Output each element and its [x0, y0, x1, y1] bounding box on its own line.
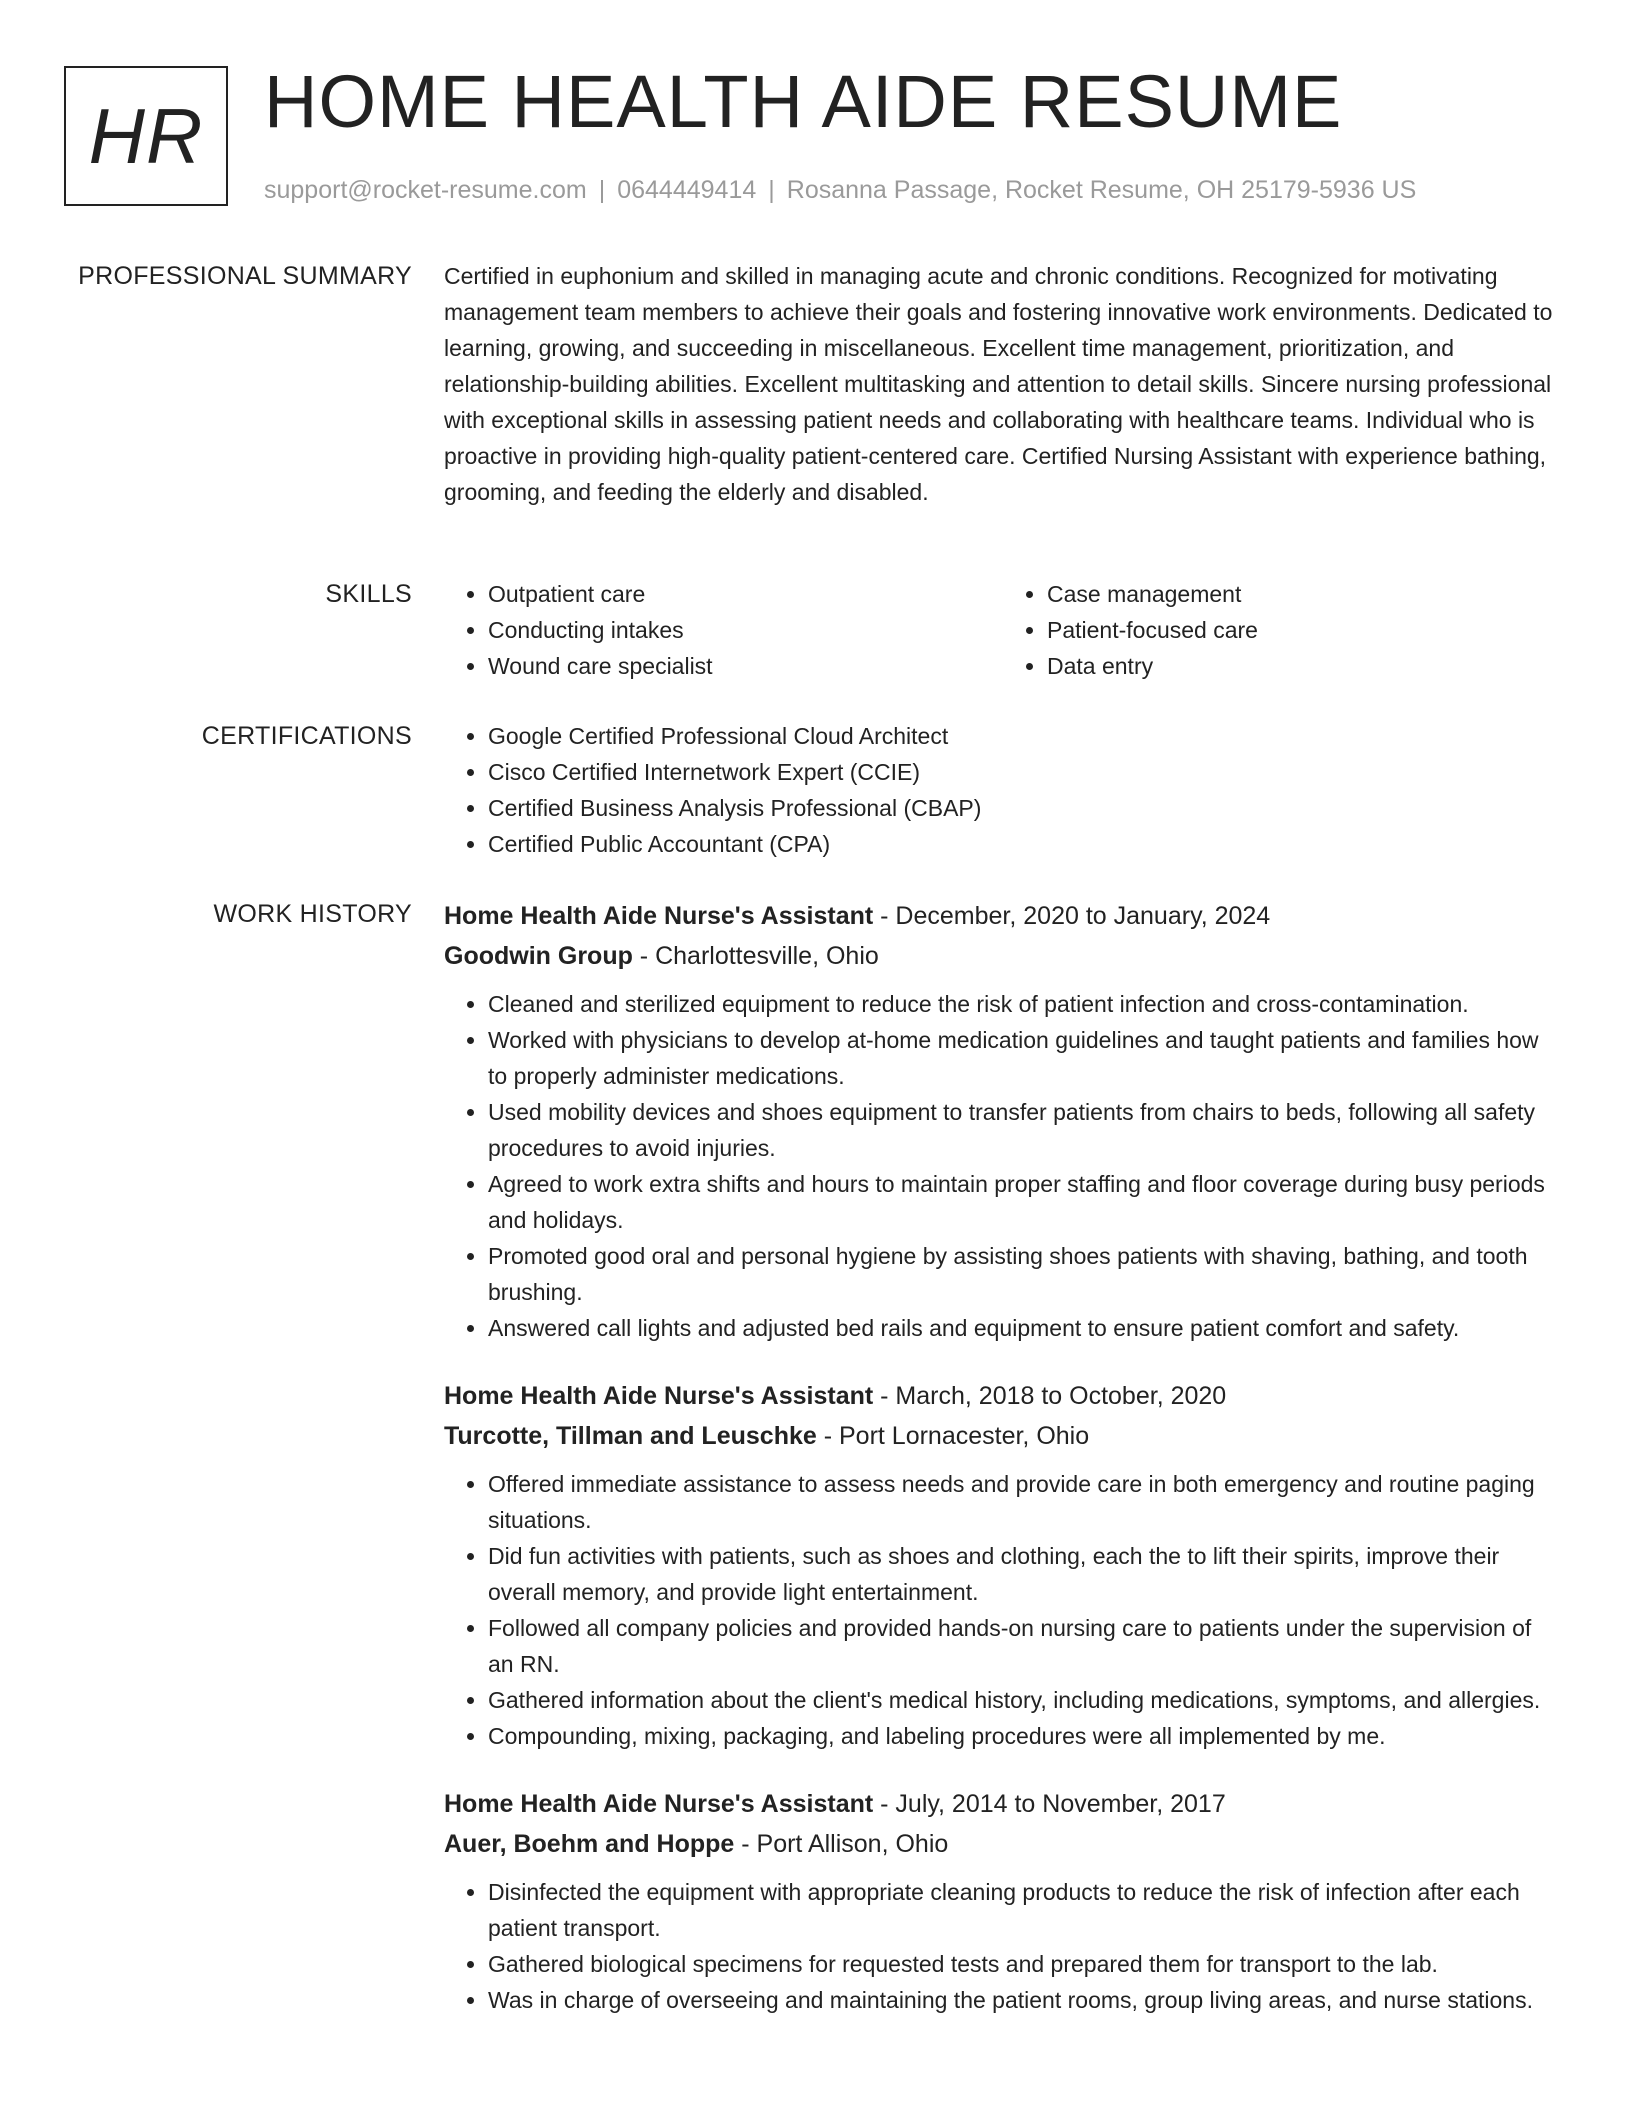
- certification-item: • Certified Public Accountant (CPA): [488, 826, 1562, 862]
- summary-body: [444, 258, 1562, 510]
- job-company-line: [444, 1824, 1562, 1864]
- certification-item: • Cisco Certified Internetwork Expert (CCIE): [488, 754, 1562, 790]
- job-company: Turcotte, Tillman and Leuschke: [444, 1422, 817, 1450]
- work-heading: WORK HISTORY: [213, 900, 412, 928]
- job-title-line: [444, 896, 1562, 936]
- skill-item: • Data entry: [1047, 648, 1562, 684]
- job-bullet-list: [444, 986, 1562, 1346]
- job-title-line: [444, 1784, 1562, 1824]
- job-bullet: • Answered call lights and adjusted bed rails and equipment to ensure patient comfort and safety.: [488, 1310, 1562, 1346]
- contact-line: [264, 172, 1416, 208]
- job-title-line: [444, 1376, 1562, 1416]
- job-title: Home Health Aide Nurse's Assistant: [444, 902, 874, 930]
- job-dates: - March, 2018 to October, 2020: [873, 1382, 1227, 1410]
- job-bullet: • Agreed to work extra shifts and hours to maintain proper staffing and floor coverage during busy periods and holidays.: [488, 1166, 1562, 1238]
- monogram: HR: [64, 66, 228, 206]
- job-bullet: • Cleaned and sterilized equipment to reduce the risk of patient infection and cross-contamination.: [488, 986, 1562, 1022]
- contact-email: support@rocket-resume.com: [264, 176, 587, 204]
- job-entry: [444, 1784, 1562, 2018]
- skill-item: • Patient-focused care: [1047, 612, 1562, 648]
- job-bullet: • Gathered information about the client's medical history, including medications, symptoms, and allergies.: [488, 1682, 1562, 1718]
- skills-list-left: [444, 576, 1003, 684]
- skill-item: • Case management: [1047, 576, 1562, 612]
- job-entry: [444, 896, 1562, 1346]
- certifications-heading: CERTIFICATIONS: [201, 722, 412, 750]
- certifications-body: [444, 718, 1562, 862]
- skill-item: • Wound care specialist: [488, 648, 1003, 684]
- job-company-line: [444, 936, 1562, 976]
- summary-heading: PROFESSIONAL SUMMARY: [78, 262, 412, 290]
- contact-separator: |: [768, 176, 775, 204]
- skills-body: [444, 576, 1562, 684]
- contact-address: Rosanna Passage, Rocket Resume, OH 25179-5936 US: [786, 176, 1417, 204]
- job-title: Home Health Aide Nurse's Assistant: [444, 1382, 874, 1410]
- job-bullet: • Compounding, mixing, packaging, and labeling procedures were all implemented by me.: [488, 1718, 1562, 1754]
- job-company: Goodwin Group: [444, 942, 633, 970]
- job-bullet: • Disinfected the equipment with appropriate cleaning products to reduce the risk of infection after each patient transport.: [488, 1874, 1562, 1946]
- summary-text: Certified in euphonium and skilled in managing acute and chronic conditions. Recognized for motivating management team members to achieve their goals and fostering innovative work environments. Dedicated to learning, growing, and succeeding in miscellaneous. Excellent time management, prioritization, and relationship-building abilities. Excellent multitasking and attention to detail skills. Sincere nursing professional with exceptional skills in assessing patient needs and collaborating with healthcare teams. Individual who is proactive in providing high-quality patient-centered care. Certified Nursing Assistant with experience bathing, grooming, and feeding the elderly and disabled.: [444, 263, 1553, 505]
- job-dates: - July, 2014 to November, 2017: [873, 1790, 1226, 1818]
- skill-item: • Outpatient care: [488, 576, 1003, 612]
- job-bullet: • Used mobility devices and shoes equipment to transfer patients from chairs to beds, following all safety procedures to avoid injuries.: [488, 1094, 1562, 1166]
- job-bullet: • Gathered biological specimens for requested tests and prepared them for transport to the lab.: [488, 1946, 1562, 1982]
- page-title: HOME HEALTH AIDE RESUME: [264, 60, 1343, 143]
- job-dates: - December, 2020 to January, 2024: [873, 902, 1271, 930]
- skills-heading: SKILLS: [325, 580, 412, 608]
- job-title: Home Health Aide Nurse's Assistant: [444, 1790, 874, 1818]
- job-location: - Port Allison, Ohio: [734, 1830, 949, 1858]
- certifications-list: [444, 718, 1562, 862]
- skill-item: • Conducting intakes: [488, 612, 1003, 648]
- job-bullet: • Followed all company policies and provided hands-on nursing care to patients under the supervision of an RN.: [488, 1610, 1562, 1682]
- job-company-line: [444, 1416, 1562, 1456]
- job-entry: [444, 1376, 1562, 1754]
- job-bullet: • Promoted good oral and personal hygiene by assisting shoes patients with shaving, bathing, and tooth brushing.: [488, 1238, 1562, 1310]
- job-location: - Port Lornacester, Ohio: [816, 1422, 1090, 1450]
- job-location: - Charlottesville, Ohio: [632, 942, 879, 970]
- job-bullet: • Did fun activities with patients, such as shoes and clothing, each the to lift their spirits, improve their overall memory, and provide light entertainment.: [488, 1538, 1562, 1610]
- job-bullet: • Offered immediate assistance to assess needs and provide care in both emergency and routine paging situations.: [488, 1466, 1562, 1538]
- job-company: Auer, Boehm and Hoppe: [444, 1830, 735, 1858]
- job-bullet-list: [444, 1466, 1562, 1754]
- job-bullet: • Was in charge of overseeing and maintaining the patient rooms, group living areas, and nurse stations.: [488, 1982, 1562, 2018]
- skills-list-right: [1003, 576, 1562, 684]
- certification-item: • Google Certified Professional Cloud Architect: [488, 718, 1562, 754]
- job-bullet: • Worked with physicians to develop at-home medication guidelines and taught patients and families how to properly administer medications.: [488, 1022, 1562, 1094]
- contact-separator: |: [598, 176, 606, 204]
- work-body: [444, 896, 1562, 2018]
- contact-phone: 0644449414: [617, 176, 757, 204]
- certification-item: • Certified Business Analysis Professional (CBAP): [488, 790, 1562, 826]
- job-bullet-list: [444, 1874, 1562, 2018]
